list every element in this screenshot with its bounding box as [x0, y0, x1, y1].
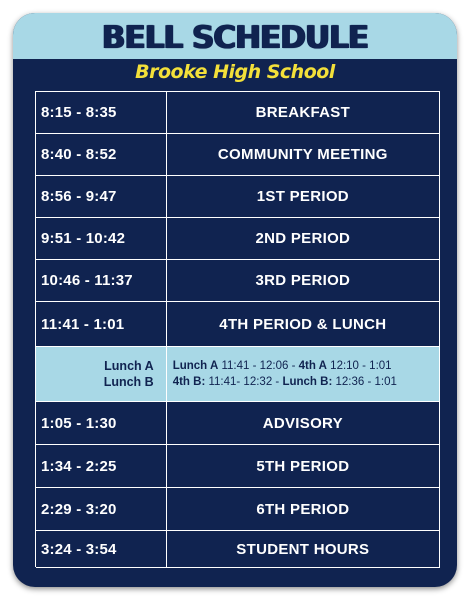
- table-row: [36, 176, 440, 218]
- lunch-b-label: Lunch B: [103, 375, 154, 389]
- event-cell: BREAKFAST: [167, 92, 440, 133]
- school-name: Brooke High School: [135, 61, 335, 83]
- lunch-row: [36, 347, 440, 402]
- lunch-detail-line-1: [173, 358, 392, 374]
- table-row: [36, 134, 440, 176]
- time-cell: 9:51 - 10:42: [36, 218, 167, 259]
- separator: -: [288, 360, 299, 372]
- table-row: [36, 445, 440, 488]
- fourth-a-time: 12:10 - 1:01: [330, 360, 392, 372]
- table-row: [36, 402, 440, 445]
- table-row: [36, 531, 440, 568]
- time-cell: 8:15 - 8:35: [36, 92, 167, 133]
- table-row: [36, 218, 440, 260]
- time-cell: 1:05 - 1:30: [36, 402, 167, 444]
- lunch-a-time: 11:41 - 12:06: [221, 360, 289, 372]
- event-cell: 5TH PERIOD: [167, 445, 440, 487]
- time-cell: 2:29 - 3:20: [36, 488, 167, 530]
- lunch-b-time: 12:36 - 1:01: [335, 376, 397, 388]
- event-cell: COMMUNITY MEETING: [167, 134, 440, 175]
- event-cell: 4TH PERIOD & LUNCH: [167, 302, 440, 346]
- time-cell: 3:24 - 3:54: [36, 531, 167, 567]
- event-cell: 3RD PERIOD: [167, 260, 440, 301]
- page-title: BELL SCHEDULE: [101, 20, 369, 56]
- schedule-table: [35, 91, 440, 567]
- lunch-a-name: Lunch A: [172, 360, 219, 372]
- time-cell: 10:46 - 11:37: [36, 260, 167, 301]
- event-cell: 6TH PERIOD: [167, 488, 440, 530]
- lunch-detail-line-2: [173, 374, 397, 390]
- event-cell: ADVISORY: [167, 402, 440, 444]
- time-cell: 1:34 - 2:25: [36, 445, 167, 487]
- event-cell: 1ST PERIOD: [167, 176, 440, 217]
- time-cell: 8:40 - 8:52: [36, 134, 167, 175]
- fourth-b-name: 4th B:: [172, 376, 206, 388]
- time-cell: 8:56 - 9:47: [36, 176, 167, 217]
- event-cell: STUDENT HOURS: [167, 531, 440, 567]
- lunch-b-name: Lunch B:: [282, 376, 333, 388]
- table-row: [36, 92, 440, 134]
- table-row: [36, 488, 440, 531]
- separator: -: [272, 376, 283, 388]
- table-row: [36, 260, 440, 302]
- event-cell: 2ND PERIOD: [167, 218, 440, 259]
- bell-schedule-card: [13, 13, 457, 587]
- lunch-a-label: Lunch A: [104, 359, 154, 373]
- time-cell: 11:41 - 1:01: [36, 302, 167, 346]
- lunch-labels-cell: [36, 347, 167, 401]
- fourth-b-time: 11:41- 12:32: [208, 376, 273, 388]
- fourth-a-name: 4th A: [298, 360, 327, 372]
- lunch-detail-cell: [167, 347, 440, 401]
- table-row: [36, 302, 440, 347]
